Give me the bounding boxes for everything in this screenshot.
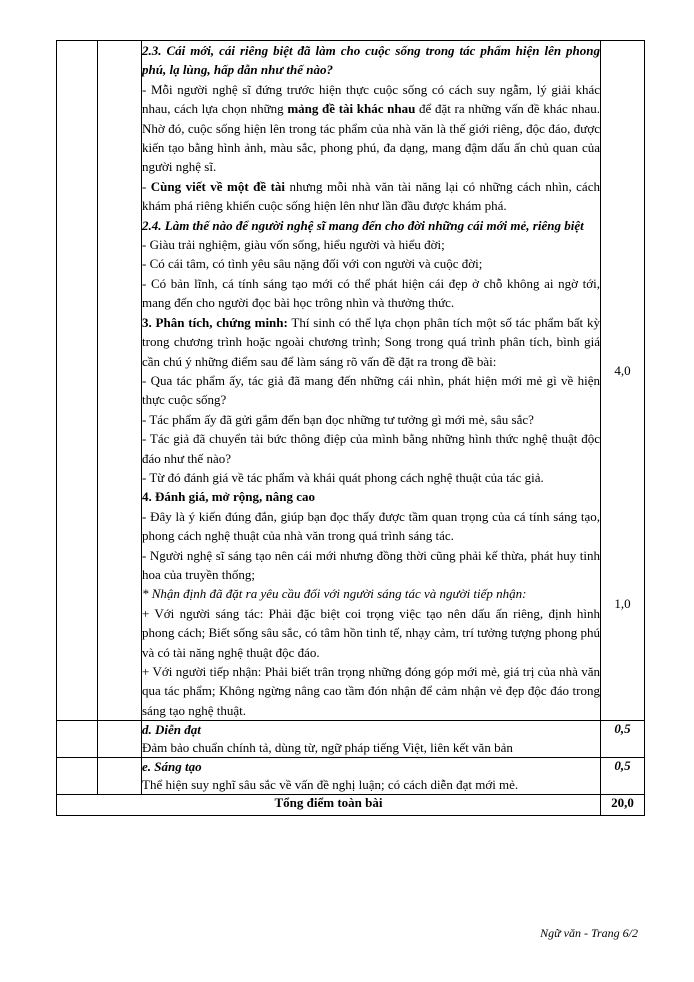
row-heading: d. Diễn đạt — [142, 722, 201, 738]
content-cell — [142, 721, 601, 758]
cell-empty — [98, 721, 142, 758]
list-item: - Tác giả đã chuyển tải bức thông điệp của mình bằng những hình thức nghệ thuật độc đáo như thế nào? — [142, 431, 600, 466]
list-item: + Với người tiếp nhận: Phải biết trân trọng những đóng góp mới mẻ, giá trị của nhà văn qua tác phẩm; Không ngừng nâng cao tầm đón nhận để cảm nhận vẻ đẹp độc đáo trong sáng tạo nghệ thuật. — [142, 664, 600, 718]
list-item: - Tác phẩm ấy đã gửi gắm đến bạn đọc những tư tưởng gì mới mẻ, sâu sắc? — [142, 411, 534, 427]
spacer — [601, 41, 644, 361]
table-row — [57, 758, 645, 795]
section-heading: 2.3. Cái mới, cái riêng biệt đã làm cho cuộc sống trong tác phẩm hiện lên phong phú, lạ lùng, hấp dẫn như thế nào? — [142, 43, 600, 78]
paragraph — [142, 177, 600, 216]
list-item: - Người nghệ sĩ sáng tạo nên cái mới nhưng đồng thời cũng phải kế thừa, phát huy tinh hoa của truyền thống; — [142, 547, 600, 582]
score-d: 0,5 — [601, 721, 645, 758]
section-heading: 3. Phân tích, chứng minh: — [142, 314, 288, 330]
paragraph — [142, 80, 600, 177]
cell-empty — [98, 41, 142, 721]
row-text: Thể hiện suy nghĩ sâu sắc về vấn đề nghị luận; có cách diễn đạt mới mẻ. — [142, 777, 519, 793]
spacer — [601, 380, 644, 594]
content-cell — [142, 758, 601, 795]
text: nhưng mỗi nhà văn tài năng lại có những cách nhìn, cách khám phá riêng khiến cuộc sống hiện lên như lần đầu được khám phá. — [142, 178, 600, 214]
list-item: - Từ đó đánh giá về tác phẩm và khái quát phong cách nghệ thuật của tác giả. — [142, 469, 544, 485]
list-item: - Có bản lĩnh, cá tính sáng tạo mới có thể phát hiện cái đẹp ở chỗ không ai ngờ tới, mang đến cho người đọc bài học trông nhìn và thưởng thức. — [142, 275, 600, 311]
section-heading: 2.4. Làm thế nào để người nghệ sĩ mang đến cho đời những cái mới mẻ, riêng biệt — [142, 217, 584, 233]
content-cell — [142, 41, 601, 721]
list-item: + Với người sáng tác: Phải đặc biệt coi trọng việc tạo nên dấu ấn riêng, định hình phong cách; Biết sống sâu sắc, có tâm hồn tinh tế, nhạy cảm, trí tưởng tượng phong phú và có tài năng nghệ thuật độc đáo. — [142, 605, 600, 660]
bold-text: Cùng viết về một đề tài — [150, 178, 286, 194]
cell-empty — [98, 758, 142, 795]
score-section4: 1,0 — [614, 596, 631, 612]
text: để đặt ra những vấn đề khác nhau. Nhờ đó, cuộc sống hiện lên trong tác phẩm của nhà văn là thế giới riêng, độc đáo, được kiến tạo bằng hình ảnh, màu sắc, phong phú, đa dạng, mang đậm dấu ấn chủ quan của người nghệ sĩ. — [142, 101, 600, 175]
total-score: 20,0 — [601, 795, 645, 816]
cell-empty — [57, 41, 98, 721]
text: - — [142, 178, 151, 194]
list-item: - Qua tác phẩm ấy, tác giả đã mang đến những cái nhìn, phát hiện mới mẻ gì về hiện thực cuộc sống? — [142, 372, 600, 408]
row-heading: e. Sáng tạo — [142, 759, 202, 775]
row-text: Đảm bảo chuẩn chính tả, dùng từ, ngữ pháp tiếng Việt, liên kết văn bản — [142, 740, 513, 756]
paragraph — [142, 313, 600, 371]
text: - Mỗi người nghệ sĩ đứng trước hiện thực cuộc sống có cách suy ngẫm, lý giải khác nhau, cách lựa chọn những — [142, 81, 600, 117]
page-footer: Ngữ văn - Trang 6/2 — [540, 926, 638, 940]
total-row — [57, 795, 645, 816]
section-heading: 4. Đánh giá, mở rộng, nâng cao — [142, 489, 315, 505]
total-label: Tổng điểm toàn bài — [57, 795, 601, 816]
text: Thí sinh có thể lựa chọn phân tích một số tác phẩm bất kỳ trong chương trình hoặc ngoài chương trình; Song trong quá trình phân tích, bình giá cần chú ý những điểm sau để làm sáng rõ vấn đề đặt ra trong đề bài: — [142, 314, 600, 369]
cell-empty — [57, 758, 98, 795]
note: * Nhận định đã đặt ra yêu cầu đối với người sáng tác và người tiếp nhận: — [142, 586, 527, 602]
bold-text: mảng đề tài khác nhau — [287, 101, 416, 117]
score-section3: 4,0 — [614, 363, 631, 378]
list-item: - Giàu trải nghiệm, giàu vốn sống, hiểu người và hiểu đời; — [142, 237, 445, 253]
cell-empty — [57, 721, 98, 758]
scoring-table — [56, 40, 645, 816]
score-cell — [601, 41, 645, 721]
table-row — [57, 41, 645, 721]
table-row — [57, 721, 645, 758]
list-item: - Có cái tâm, có tình yêu sâu nặng đối với con người và cuộc đời; — [142, 256, 483, 272]
score-e: 0,5 — [601, 758, 645, 795]
list-item: - Đây là ý kiến đúng đắn, giúp bạn đọc thấy được tầm quan trọng của cá tính sáng tạo, phong cách nghệ thuật của nhà văn trong quá trình sáng tác. — [142, 508, 600, 544]
